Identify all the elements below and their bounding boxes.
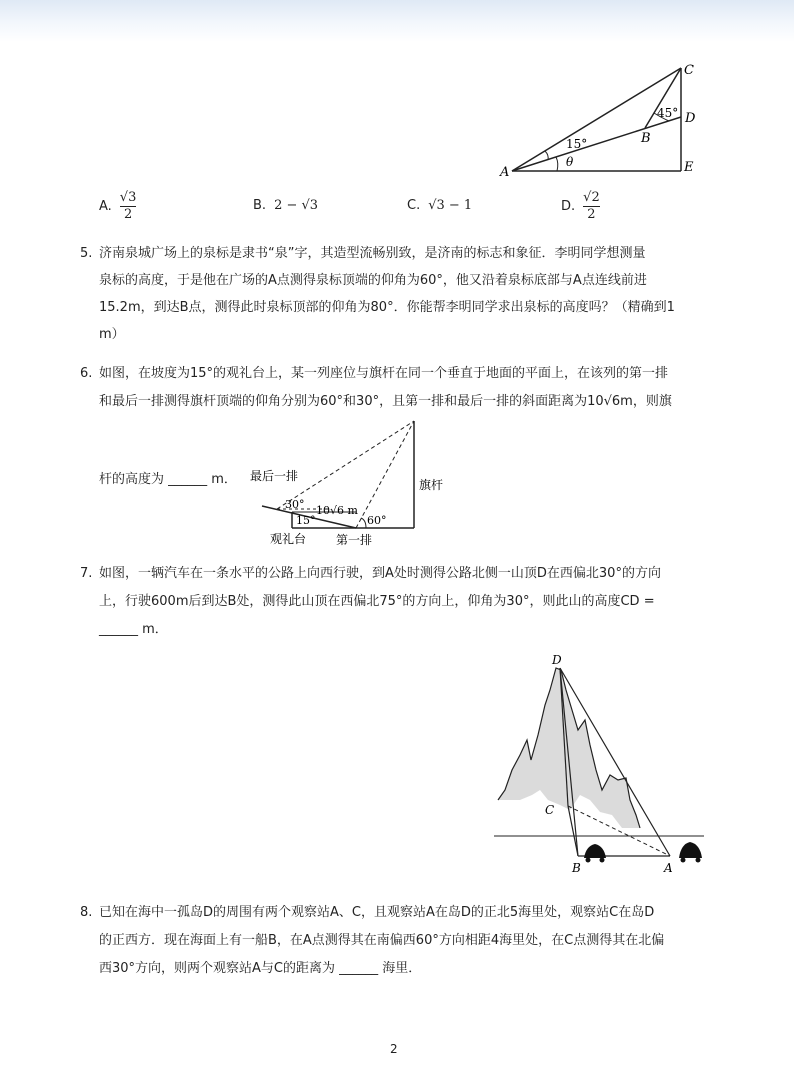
fraction-numerator: √2 xyxy=(583,190,600,205)
label-E: E xyxy=(684,160,694,175)
fraction-denominator: 2 xyxy=(123,207,133,222)
label-flagpole: 旗杆 xyxy=(419,478,444,492)
q8-line-3: 西30°方向，则两个观察站A与C的距离为 ______ 海里． xyxy=(99,961,422,976)
q6-line-3: 杆的高度为 ______ m． xyxy=(99,472,237,487)
option-value: √3 − 1 xyxy=(428,198,473,213)
label-first-row: 第一排 xyxy=(336,533,373,547)
label-A: A xyxy=(500,165,510,180)
angle-15-arc xyxy=(545,151,548,160)
q5-line-1: 济南泉城广场上的泉标是隶书“泉”字，其造型流畅别致，是济南的标志和象征．李明同学想测量 xyxy=(99,246,646,261)
sight-line-30 xyxy=(277,421,414,509)
q7-number: 7. xyxy=(80,566,93,581)
label-D: D xyxy=(685,111,696,126)
option-fraction xyxy=(583,190,600,223)
q4-option-a xyxy=(99,190,136,223)
q6-line-2: 和最后一排测得旗杆顶端的仰角分别为60°和30°，且第一排和最后一排的斜面距离为10√6m，则旗 xyxy=(99,394,672,409)
q8-number: 8. xyxy=(80,905,93,920)
q8-line-2: 的正西方．现在海面上有一船B，在A点测得其在南偏西60°方向相距4海里处，在C点测得其在北偏 xyxy=(99,933,665,948)
q5-line-4: m） xyxy=(99,327,125,342)
option-value: 2 − √3 xyxy=(274,198,319,213)
angle-60-arc xyxy=(361,518,366,528)
fraction-denominator: 2 xyxy=(587,207,596,222)
q4-option-b xyxy=(253,196,318,216)
label-last-row: 最后一排 xyxy=(250,469,299,483)
line-AD xyxy=(512,117,681,171)
label-distance: 10√6 m xyxy=(316,504,358,517)
label-C: C xyxy=(545,803,555,817)
line-CB xyxy=(568,806,578,856)
q4-option-d xyxy=(561,190,600,223)
car-at-b xyxy=(584,844,606,863)
q5-line-3: 15.2m，到达B点，测得此时泉标顶部的仰角为80°．你能帮李明同学求出泉标的高度吗？（精确到1 xyxy=(99,300,675,315)
label-angle-60: 60° xyxy=(367,514,387,527)
label-angle-30: 30° xyxy=(285,498,305,511)
option-label: C. xyxy=(407,198,421,213)
option-label: D. xyxy=(561,198,576,214)
label-D: D xyxy=(552,653,562,667)
q7-mountain-figure xyxy=(494,650,706,880)
q7-line-2: 上，行驶600m后到达B处，测得此山顶在西偏北75°的方向上，仰角为30°，则此山的高度CD = xyxy=(99,594,655,609)
label-C: C xyxy=(684,63,694,78)
q4-triangle-figure xyxy=(495,58,710,183)
mountain-silhouette xyxy=(498,668,640,828)
angle-theta-arc xyxy=(556,157,558,171)
q8-line-1: 已知在海中一孤岛D的周围有两个观察站A、C，且观察站A在岛D的正北5海里处，观察站C在岛D xyxy=(99,905,655,920)
angle-45-label: 45° xyxy=(657,106,679,120)
fraction-numerator: √3 xyxy=(119,190,137,205)
angle-15-label: 15° xyxy=(566,137,588,151)
car-at-a xyxy=(679,842,702,863)
page-number: 2 xyxy=(390,1042,398,1056)
q6-line-1: 如图，在坡度为15°的观礼台上，某一列座位与旗杆在同一个垂直于地面的平面上，在该列的第一排 xyxy=(99,366,669,381)
q4-option-c xyxy=(407,196,472,216)
label-stand: 观礼台 xyxy=(270,532,307,546)
page-header-band xyxy=(0,0,794,42)
label-B: B xyxy=(641,131,651,146)
q5-line-2: 泉标的高度，于是他在广场的A点测得泉标顶端的仰角为60°，他又沿着泉标底部与A点连线前进 xyxy=(99,273,647,288)
sight-line-60 xyxy=(356,421,414,528)
q6-flagpole-figure xyxy=(250,418,452,548)
q6-number: 6. xyxy=(80,366,93,381)
label-angle-15: 15° xyxy=(296,514,316,527)
label-B: B xyxy=(572,861,581,875)
option-label: A. xyxy=(99,198,112,214)
label-A: A xyxy=(664,861,673,875)
angle-theta-label: θ xyxy=(566,155,574,169)
q7-line-1: 如图，一辆汽车在一条水平的公路上向西行驶，到A处时测得公路北侧一山顶D在西偏北30°的方向 xyxy=(99,566,661,581)
q5-number: 5. xyxy=(80,246,93,261)
option-label: B. xyxy=(253,198,267,213)
q7-line-3: ______ m． xyxy=(99,622,168,637)
option-fraction xyxy=(120,190,137,223)
line-AC xyxy=(512,68,681,171)
